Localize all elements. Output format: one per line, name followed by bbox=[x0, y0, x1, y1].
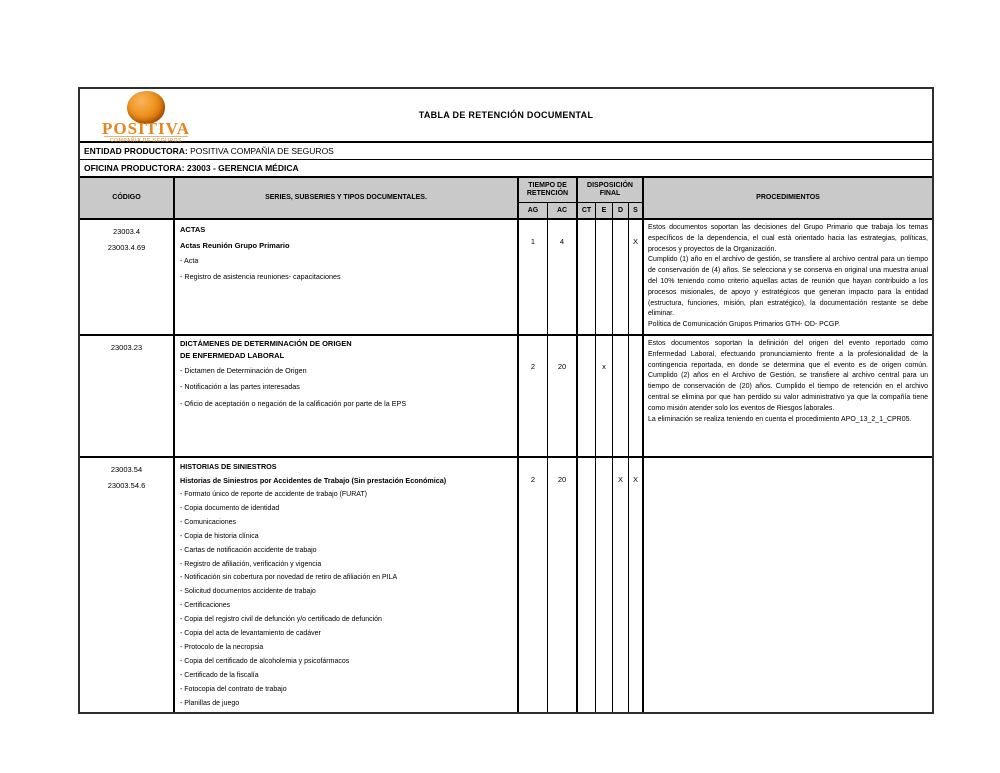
page-title: TABLA DE RETENCIÓN DOCUMENTAL bbox=[418, 110, 594, 120]
document-type-item: - Copia de historia clínica bbox=[180, 532, 259, 540]
column-header-tiempo-retencion: TIEMPO DE RETENCIÓN bbox=[519, 178, 578, 202]
document-type-item: - Copia del registro civil de defunción y/o certificado de defunción bbox=[180, 616, 382, 624]
document-type-item: - Certificaciones bbox=[180, 602, 231, 610]
document-type-item: - Notificación a las partes interesadas bbox=[180, 382, 300, 392]
column-header-e: E bbox=[596, 202, 613, 218]
document-type-item: - Copia del certificado de alcoholemia y psicofármacos bbox=[180, 657, 350, 665]
document-type-item: - Cartas de notificación accidente de trabajo bbox=[180, 546, 317, 554]
document-type-item: - Copia del acta de levantamiento de cadáver bbox=[180, 630, 321, 638]
document-type-item: - Protocolo de la necropsia bbox=[180, 643, 264, 651]
document-type-item: - Certificado de la fiscalía bbox=[180, 671, 259, 679]
column-header-ag: AG bbox=[519, 202, 548, 218]
procedimiento-paragraph: Estos documentos soportan la definición del origen del evento reportado como Enfermedad Laboral, efectuando pronunciamiento frente a la profesionalidad de la contingencia reportada, en donde se determina que el evento es de origen común. Cumplido (2) años en el Archivo de Gestión, se transfiere al archivo central para un tiempo de conservación de (20) años. Cumplido el tiempo de retención en el archivo central se elimina por que han perdido su valor administrativo ya que la compañía tiene como misión atender solo los eventos de Riesgos laborales. bbox=[648, 339, 928, 412]
code-value: 23003.4 bbox=[112, 227, 141, 236]
table-body bbox=[80, 220, 932, 712]
document-header bbox=[80, 89, 932, 143]
procedimiento-paragraph: Estos documentos soportan las decisiones del Grupo Primario que trabaja los temas específicos de la dependencia, el cual está orientado hacia las estrategias, políticas, procesos y proyectos de la Organización. bbox=[648, 224, 928, 253]
document-type-item: - Formato único de reporte de accidente de trabajo (FURAT) bbox=[180, 490, 368, 498]
cell-s: X bbox=[629, 458, 644, 713]
document-type-item: - Acta bbox=[180, 256, 199, 265]
document-type-item: - Notificación sin cobertura por novedad de retiro de afiliación en PILA bbox=[180, 574, 398, 582]
column-header-codigo: CÓDIGO bbox=[80, 178, 175, 218]
cell-ac: 20 bbox=[548, 336, 578, 456]
table-header bbox=[80, 178, 932, 220]
series-title-line: Actas Reunión Grupo Primario bbox=[180, 240, 290, 250]
document-type-item: - Solicitud documentos accidente de trabajo bbox=[180, 588, 316, 596]
row-series bbox=[175, 220, 519, 334]
logo-wordmark: POSITIVA bbox=[102, 119, 190, 138]
procedimiento-paragraph: La eliminación se realiza teniendo en cuenta el procedimiento APO_13_2_1_CPR05. bbox=[648, 415, 912, 423]
series-title-line: HISTORIAS DE SINIESTROS bbox=[180, 461, 277, 471]
row-procedimientos bbox=[644, 336, 932, 456]
cell-s bbox=[629, 336, 644, 456]
document-type-item: - Oficio de aceptación o negación de la calificación por parte de la EPS bbox=[180, 398, 407, 408]
procedimiento-paragraph: Política de Comunicación Grupos Primarios GTH- OD- PCGP. bbox=[648, 321, 841, 329]
procedimiento-paragraph: Cumplido (1) año en el archivo de gestión, se transfiere al archivo central para un tiempo de conservación de (4) años. Se selecciona y se conserva en original una muestra anual del 10% teniendo como criterio aquellas actas de reunión que hayan contribuido a los procesos misionales, de apoyo y estratégicos que generan impacto para la entidad (estructura, funciones, misión, plan estratégico), la documentación restante se debe eliminar. bbox=[648, 256, 928, 318]
cell-ct bbox=[578, 336, 596, 456]
cell-e: x bbox=[596, 336, 613, 456]
cell-d bbox=[613, 220, 629, 334]
cell-d: X bbox=[613, 458, 629, 713]
series-title-line: DE ENFERMEDAD LABORAL bbox=[180, 351, 285, 361]
document-type-item: - Copia documento de identidad bbox=[180, 504, 280, 512]
oficina-productora-row bbox=[80, 160, 932, 178]
row-procedimientos bbox=[644, 458, 932, 713]
document-type-item: - Fotocopia del contrato de trabajo bbox=[180, 685, 287, 693]
cell-ag: 1 bbox=[519, 220, 548, 334]
cell-ac: 20 bbox=[548, 458, 578, 713]
series-title-line: DICTÁMENES DE DETERMINACIÓN DE ORIGEN bbox=[180, 338, 352, 348]
table-row bbox=[80, 220, 932, 336]
document-type-item: - Dictamen de Determinación de Origen bbox=[180, 365, 307, 375]
row-series bbox=[175, 336, 519, 456]
row-codes bbox=[80, 458, 175, 713]
series-title-line: ACTAS bbox=[180, 225, 206, 234]
code-value: 23003.54.6 bbox=[107, 480, 146, 490]
document-type-item: - Comunicaciones bbox=[180, 518, 237, 526]
column-header-d: D bbox=[613, 202, 629, 218]
entidad-productora-row bbox=[80, 143, 932, 160]
row-procedimientos bbox=[644, 220, 932, 334]
table-row bbox=[80, 458, 932, 713]
oficina-productora-label: OFICINA PRODUCTORA: bbox=[84, 163, 185, 173]
document-type-item: - Registro de asistencia reuniones- capacitaciones bbox=[180, 272, 341, 282]
column-header-ac: AC bbox=[548, 202, 578, 218]
column-header-series: SERIES, SUBSERIES Y TIPOS DOCUMENTALES. bbox=[175, 178, 519, 218]
row-codes bbox=[80, 220, 175, 334]
logo-tagline: COMPAÑÍA DE SEGUROS bbox=[104, 136, 188, 144]
table-row bbox=[80, 336, 932, 458]
entidad-productora-label: ENTIDAD PRODUCTORA: bbox=[84, 146, 188, 156]
oficina-productora-value: 23003 - GERENCIA MÉDICA bbox=[186, 163, 299, 173]
code-value: 23003.54 bbox=[110, 464, 143, 474]
row-codes bbox=[80, 336, 175, 456]
column-header-ct: CT bbox=[578, 202, 596, 218]
column-header-disposicion-final: DISPOSICIÓN FINAL bbox=[578, 178, 644, 202]
entidad-productora-value: POSITIVA COMPAÑÍA DE SEGUROS bbox=[190, 146, 334, 156]
column-header-procedimientos: PROCEDIMIENTOS bbox=[756, 194, 820, 201]
code-value: 23003.4.69 bbox=[107, 243, 146, 252]
cell-ct bbox=[578, 220, 596, 334]
cell-ag: 2 bbox=[519, 336, 548, 456]
cell-e bbox=[596, 458, 613, 713]
cell-ag: 2 bbox=[519, 458, 548, 713]
cell-ct bbox=[578, 458, 596, 713]
cell-e bbox=[596, 220, 613, 334]
document-type-item: - Registro de afiliación, verificación y vigencia bbox=[180, 560, 322, 568]
document-type-item: - Planillas de juego bbox=[180, 699, 240, 707]
series-title-line: Historias de Siniestros por Accidentes de Trabajo (Sin prestación Económica) bbox=[180, 475, 447, 485]
code-value: 23003.23 bbox=[110, 342, 143, 352]
cell-ac: 4 bbox=[548, 220, 578, 334]
cell-d bbox=[613, 336, 629, 456]
cell-s: X bbox=[629, 220, 644, 334]
retention-table-document bbox=[78, 87, 934, 714]
column-header-s: S bbox=[629, 202, 644, 218]
row-series bbox=[175, 458, 519, 713]
